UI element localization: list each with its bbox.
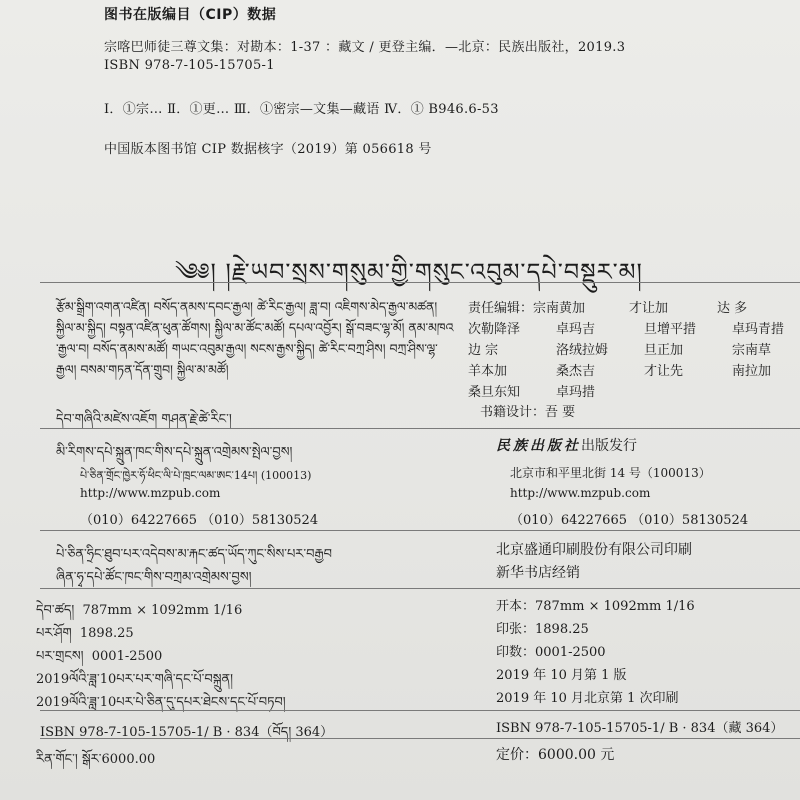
publisher-url-left: http://www.mzpub.com: [80, 486, 221, 500]
publisher-address: 北京市和平里北街 14 号（100013）: [510, 466, 711, 480]
credit-row: 羊本加 桑杰吉 才让先 南拉加: [468, 364, 772, 379]
isbn: ISBN 978-7-105-15705-1/ B · 834（藏 364）: [496, 721, 784, 736]
tibetan-isbn: ISBN 978-7-105-15705-1/ B · 834（བོད། 364）: [40, 725, 334, 740]
credit-row: 桑旦东知 卓玛措: [468, 385, 596, 400]
editor-credits: [468, 296, 800, 401]
divider: [40, 282, 800, 283]
sheets-spec: 印张：1898.25: [496, 622, 589, 637]
tibetan-edition: 2019ལོའི་ཟླ་10པར་པར་གཞི་དང་པོ་བསྐྲུན།: [36, 672, 234, 687]
publisher-phones-left: （010）64227665 （010）58130524: [80, 513, 319, 528]
cip-approval-number: 中国版本图书馆 CIP 数据核字（2019）第 056618 号: [104, 142, 432, 157]
tibetan-credits: རྩོམ་སྒྲིག་འགན་འཛིན། བསོད་ནམས་དབང་རྒྱལ། ཚེ་རིང་རྒྱལ། ཟླ་བ། འཇིགས་མེད་རྒྱལ་མཚན། སྐྱིལ་མ་སྐྱིད། བསྟན་འཛིན་ཕུན་ཚོགས། སྐྱིལ་མ་ཚོང་མཚོ། དཔལ་འབྱོར། སྒོ་བཟང་ལྷ་མོ། ནམ་མཁའ་རྒྱལ་བ། བསོད་ནམས་མཚོ། གཡང་འབུམ་རྒྱལ། སངས་རྒྱས་སྐྱིད། ཚེ་རིང་བཀྲ་ཤིས། བཀྲ་ཤིས་ལྷ་རྒྱལ། བསམ་གཏན་དོན་གྲུབ། སྐྱིལ་མ་མཚོ།: [56, 299, 454, 377]
design-credit: 书籍设计：吾 要: [480, 405, 576, 420]
tibetan-publisher-address: པེ་ཅིན་གྲོང་ཁྱེར་ཧོ་ཕིང་ལི་པེ་ཁྲང་ལམ་ཨང་14པ། (100013): [80, 469, 312, 482]
tibetan-sheets-spec: པར་ཤོག 1898.25: [36, 626, 134, 641]
cip-isbn: ISBN 978-7-105-15705-1: [104, 58, 275, 73]
credit-row: 次勒降泽 卓玛吉 旦增平措 卓玛青措: [468, 322, 785, 337]
tibetan-format-spec: དེབ་ཚད། 787mm × 1092mm 1/16: [36, 603, 243, 618]
tibetan-printer: པེ་ཅིན་ཧྲིང་ཐུབ་པར་འདེབས་མ་རྐང་ཚད་ཡོད་ཀུང་སིས་པར་བརྒྱབ: [56, 547, 332, 562]
distributor: 新华书店经销: [496, 565, 580, 581]
divider: [40, 530, 800, 531]
tibetan-printrun-spec: པར་གྲངས། 0001-2500: [36, 649, 163, 664]
printrun-spec: 印数：0001-2500: [496, 645, 606, 660]
cip-heading: 图书在版编目（CIP）数据: [104, 7, 277, 23]
tibetan-title: ༄༅། །རྗེ་ཡབ་སྲས་གསུམ་གྱི་གསུང་འབུམ་དཔེ་བསྡུར་མ།: [175, 258, 643, 286]
publisher-logo-text: 民族出版社: [496, 438, 581, 454]
publisher-phones: （010）64227665 （010）58130524: [510, 513, 749, 528]
publisher-name: 民族出版社出版发行: [496, 438, 637, 454]
cip-classification: Ⅰ．①宗… Ⅱ．①更… Ⅲ．①密宗—文集—藏语 Ⅳ．① B946.6-53: [104, 102, 499, 117]
tibetan-publisher: མི་རིགས་དཔེ་སྐྲུན་ཁང་གིས་དཔེ་སྐྲུན་འགྲེམས་སྤེལ་བྱས།: [56, 445, 293, 460]
printing-date: 2019 年 10 月北京第 1 次印刷: [496, 691, 679, 706]
credit-row: 责任编辑： 宗南黄加 才让加 达 多: [468, 301, 748, 316]
format-spec: 开本：787mm × 1092mm 1/16: [496, 599, 695, 614]
price: 定价：6000.00 元: [496, 747, 615, 763]
cip-line-1: 宗喀巴师徒三尊文集：对勘本：1-37 ：藏文 / 更登主编．—北京：民族出版社，2019.3: [104, 40, 626, 55]
tibetan-distributor: ཞིན་ཧྭ་དཔེ་ཚོང་ཁང་གིས་བཀྲམ་འགྲེམས་བྱས།: [56, 570, 252, 585]
edition: 2019 年 10 月第 1 版: [496, 668, 627, 683]
divider: [40, 710, 800, 711]
credit-row: 边 宗 洛绒拉姆 旦正加 宗南草: [468, 343, 772, 358]
divider: [40, 428, 800, 429]
publisher-url: http://www.mzpub.com: [510, 486, 651, 500]
tibetan-design-credit: དེབ་གཞིའི་མཛེས་འཇོག གཤན་རྗེ་ཚེ་རིང་།: [56, 412, 232, 427]
tibetan-price: རིན་གོང་། སྒོར་6000.00: [36, 752, 156, 767]
printer: 北京盛通印刷股份有限公司印刷: [496, 542, 692, 558]
divider: [40, 588, 800, 589]
tibetan-printing: 2019ལོའི་ཟླ་10པར་པེ་ཅིན་དུ་དཔར་ཐེངས་དང་པོ་བཏབ།: [36, 695, 286, 710]
divider: [40, 738, 800, 739]
